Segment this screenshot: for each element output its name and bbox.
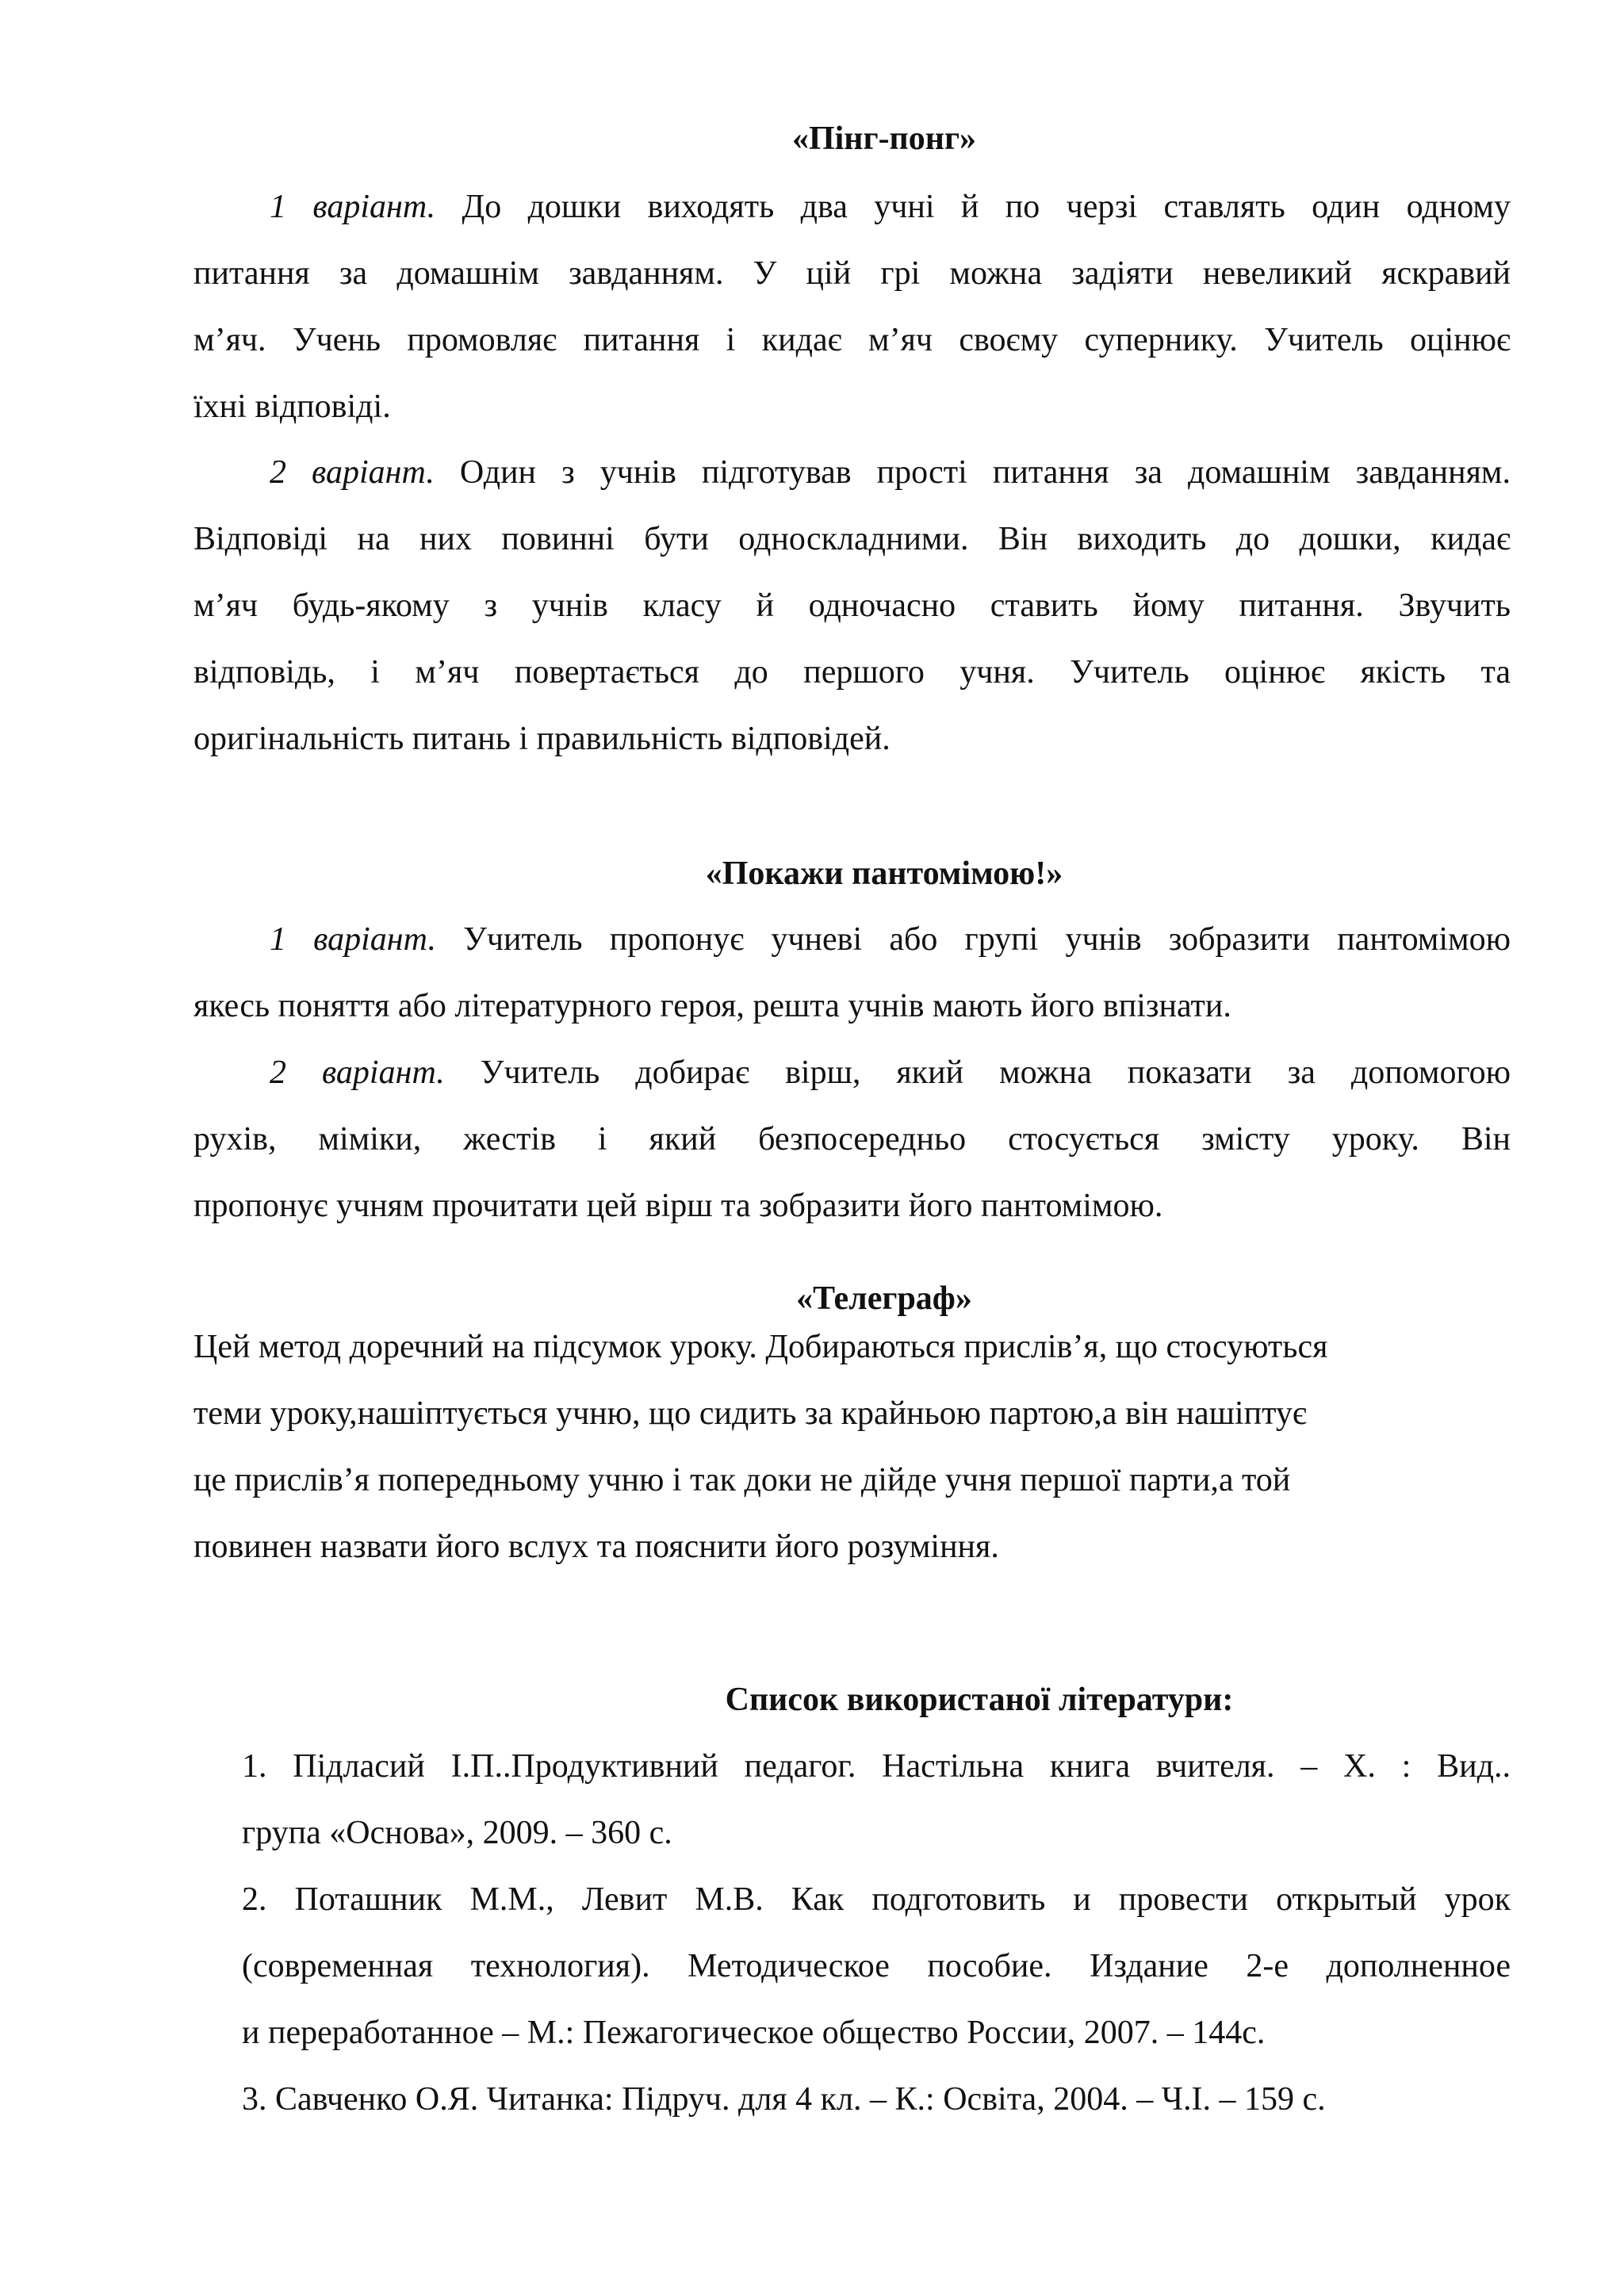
section-title-ping-pong: «Пінг-понг» — [791, 121, 977, 157]
telegraph-line1: Цей метод доречний на підсумок уроку. Добираються прислів’я, що стосуються — [193, 1329, 1328, 1365]
reference-1-line2: група «Основа», 2009. – 360 с. — [242, 1815, 672, 1851]
variant-label: 2 варіант. — [270, 454, 435, 491]
references-title: Список використаної літератури: — [725, 1682, 1234, 1718]
reference-2-line3: и переработанное – М.: Пежагогическое общество России, 2007. – 144с. — [242, 2015, 1266, 2051]
ping-pong-variant2-line2: Відповіді на них повинні бути односкладними. Він виходить до дошки, кидає — [193, 521, 1511, 557]
ping-pong-variant1-line3: м’яч. Учень промовляє питання і кидає м’яч своєму супернику. Учитель оцінює — [193, 322, 1511, 358]
ping-pong-variant2-line3: м’яч будь-якому з учнів класу й одночасно ставить йому питання. Звучить — [193, 587, 1511, 624]
pantomime-variant2-line1: 2 варіант. Учитель добирає вірш, який можна показати за допомогою — [270, 1054, 1511, 1091]
section-title-telegraph: «Телеграф» — [796, 1280, 972, 1317]
reference-1-line1: 1. Підласий І.П..Продуктивний педагог. Настільна книга вчителя. – Х. : Вид.. — [242, 1748, 1511, 1785]
ping-pong-variant1-line4: їхні відповіді. — [193, 388, 391, 425]
pantomime-variant2-line2: рухів, міміки, жестів і який безпосередньо стосується змісту уроку. Він — [193, 1121, 1511, 1158]
section-title-pantomime: «Покажи пантомімою!» — [705, 855, 1063, 892]
pantomime-variant1-line1: 1 варіант. Учитель пропонує учневі або групі учнів зобразити пантомімою — [270, 921, 1511, 958]
variant-label: 2 варіант. — [270, 1054, 445, 1091]
telegraph-line4: повинен назвати його вслух та пояснити його розуміння. — [193, 1529, 999, 1565]
reference-3-line1: 3. Савченко О.Я. Читанка: Підруч. для 4 кл. – К.: Освіта, 2004. – Ч.І. – 159 с. — [242, 2081, 1326, 2118]
pantomime-variant2-line3: пропонує учням прочитати цей вірш та зобразити його пантомімою. — [193, 1188, 1163, 1224]
reference-2-line1: 2. Поташник М.М., Левит М.В. Как подготовить и провести открытый урок — [242, 1881, 1511, 1918]
telegraph-line3: це прислів’я попередньому учню і так доки не дійде учня першої парти,а той — [193, 1462, 1291, 1498]
ping-pong-variant2-line5: оригінальність питань і правильність відповідей. — [193, 721, 891, 757]
pantomime-variant1-line2: якесь поняття або літературного героя, решта учнів мають його впізнати. — [193, 988, 1231, 1024]
reference-2-line2: (современная технология). Методическое пособие. Издание 2-е дополненное — [242, 1948, 1511, 1984]
ping-pong-variant2-line4: відповідь, і м’яч повертається до першого учня. Учитель оцінює якість та — [193, 654, 1511, 691]
variant-label: 1 варіант. — [270, 189, 436, 225]
variant-label: 1 варіант. — [270, 921, 436, 958]
ping-pong-variant1-line1: 1 варіант. До дошки виходять два учні й по черзі ставлять один одному — [270, 189, 1511, 225]
ping-pong-variant2-line1: 2 варіант. Один з учнів підготував прості питання за домашнім завданням. — [270, 454, 1511, 491]
telegraph-line2: теми уроку,нашіптується учню, що сидить за крайньою партою,а він нашіптує — [193, 1395, 1307, 1432]
ping-pong-variant1-line2: питання за домашнім завданням. У цій грі можна задіяти невеликий яскравий — [193, 255, 1511, 292]
